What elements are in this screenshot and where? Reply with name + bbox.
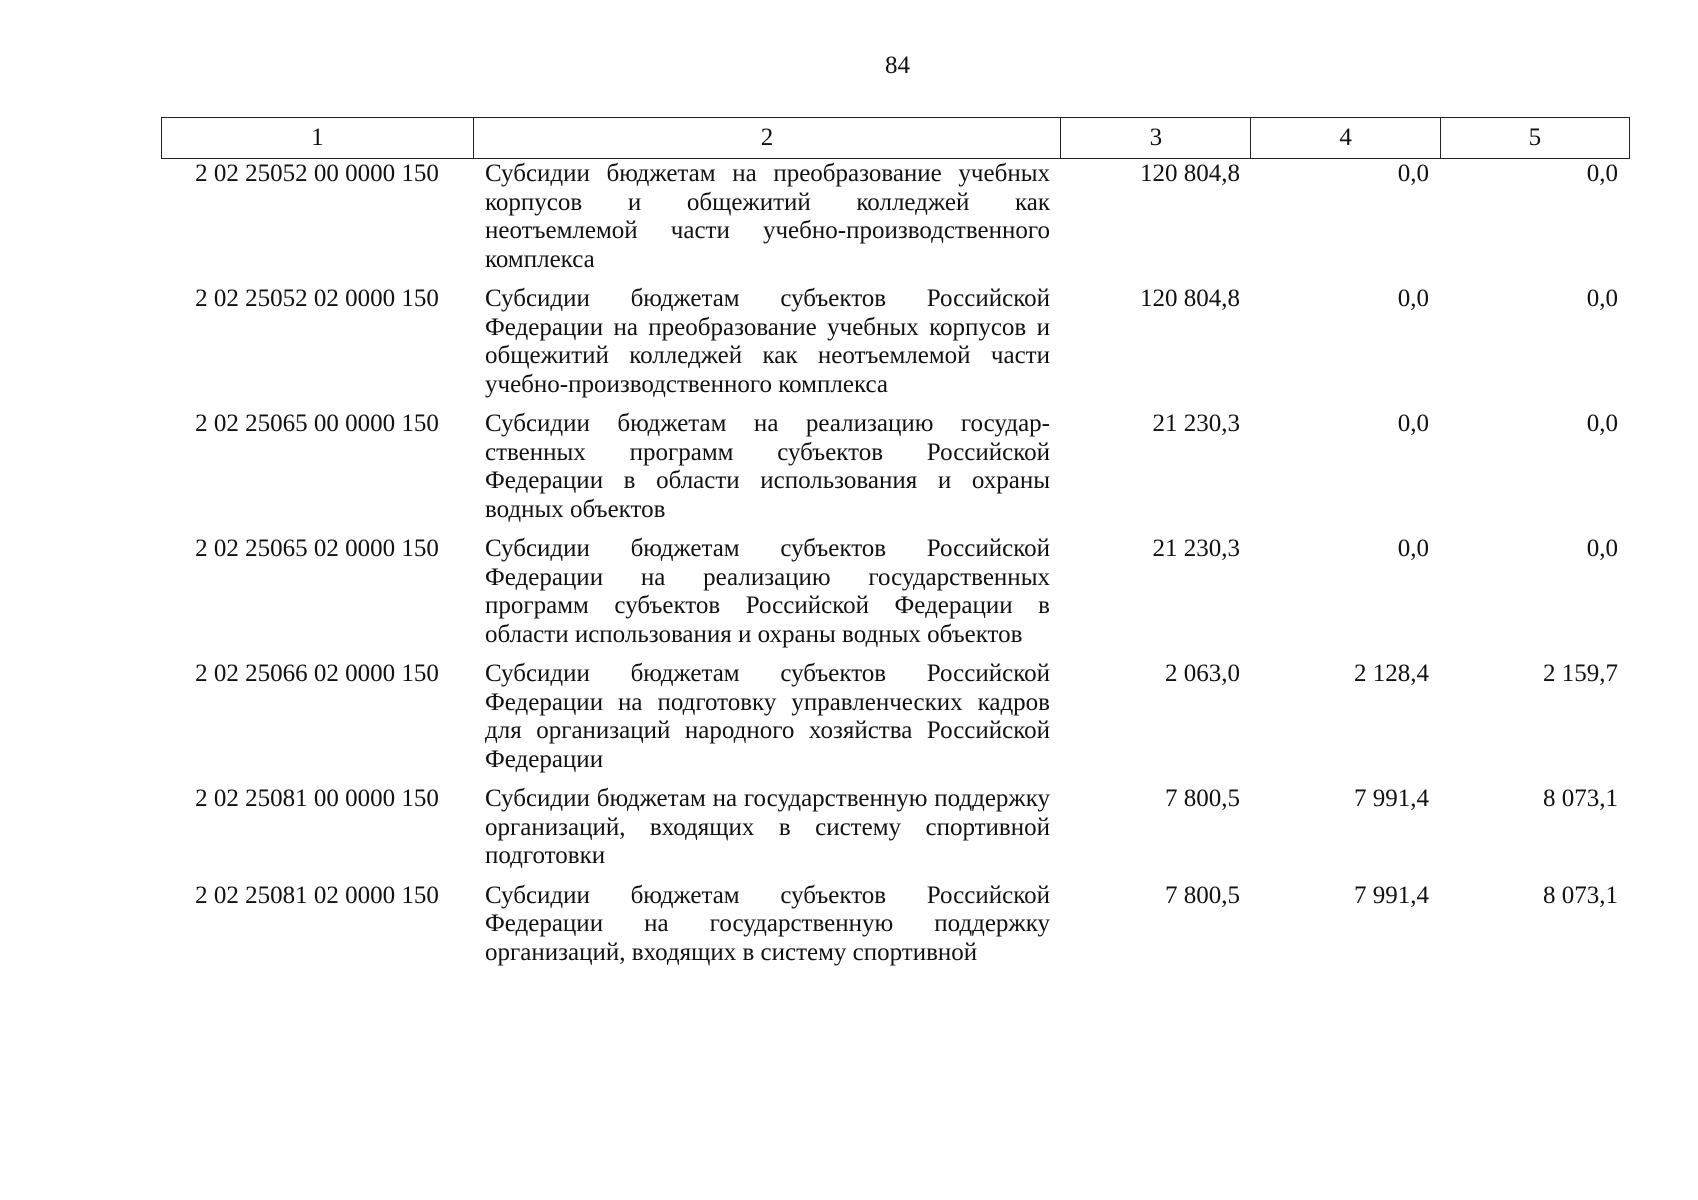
- header-col-4: 4: [1251, 118, 1440, 159]
- budget-code: 2 02 25065 00 0000 150: [195, 410, 439, 437]
- value-col-3: 120 804,8: [1140, 160, 1240, 187]
- value-col-3: 120 804,8: [1140, 285, 1240, 312]
- value-col-5: 0,0: [1586, 285, 1618, 312]
- value-col-4: 0,0: [1397, 410, 1429, 437]
- row-description: Субсидии бюджетам субъектов Российской Федерации на преобразование учебных корпусов и общежитий колледжей как неотъемлемой части учебно-производственного комплекса: [485, 285, 1050, 398]
- table-header: [161, 117, 1630, 159]
- value-col-5: 2 159,7: [1543, 660, 1618, 687]
- header-row: [162, 118, 1630, 159]
- value-col-4: 7 991,4: [1354, 881, 1429, 909]
- table-row: [161, 660, 1630, 785]
- value-col-5: 0,0: [1586, 535, 1618, 562]
- value-col-5: 0,0: [1586, 410, 1618, 437]
- value-col-4: 7 991,4: [1354, 785, 1429, 812]
- table-row: [161, 160, 1630, 285]
- value-col-3: 7 800,5: [1165, 881, 1240, 909]
- value-col-3: 7 800,5: [1165, 785, 1240, 812]
- page-number: 84: [885, 52, 910, 79]
- value-col-5: 0,0: [1586, 160, 1618, 187]
- budget-code: 2 02 25052 00 0000 150: [195, 160, 439, 187]
- row-description: Субсидии бюджетам на преобразование учебных корпусов и общежитий колледжей как неотъемлемой части учебно-производственного комплекса: [485, 160, 1050, 273]
- value-col-3: 21 230,3: [1152, 535, 1240, 562]
- table-row: [161, 882, 1630, 968]
- value-col-4: 2 128,4: [1354, 660, 1429, 687]
- value-col-4: 0,0: [1397, 535, 1429, 562]
- table-row: [161, 535, 1630, 660]
- table-row: [161, 410, 1630, 535]
- value-col-4: 0,0: [1397, 160, 1429, 187]
- value-col-4: 0,0: [1397, 285, 1429, 312]
- budget-table: [161, 160, 1630, 967]
- value-col-3: 2 063,0: [1165, 660, 1240, 687]
- header-col-2: 2: [473, 118, 1061, 159]
- table-row: [161, 285, 1630, 410]
- header-col-3: 3: [1061, 118, 1251, 159]
- value-col-5: 8 073,1: [1543, 881, 1618, 909]
- value-col-3: 21 230,3: [1152, 410, 1240, 437]
- budget-code: 2 02 25081 02 0000 150: [195, 881, 439, 909]
- value-col-5: 8 073,1: [1543, 785, 1618, 812]
- header-col-5: 5: [1440, 118, 1629, 159]
- header-col-1: 1: [162, 118, 474, 159]
- budget-code: 2 02 25052 02 0000 150: [195, 285, 439, 312]
- row-description: Субсидии бюджетам на государственную поддержку организаций, входящих в систему спортивной подготовки: [485, 785, 1050, 869]
- row-description: Субсидии бюджетам субъектов Российской Федерации на государственную поддержку организаций, входящих в систему спортивной: [485, 881, 1050, 966]
- row-description: Субсидии бюджетам на реализацию государственных программ субъектов Российской Федерации в области использования и охраны водных объектов: [485, 410, 1050, 523]
- budget-code: 2 02 25066 02 0000 150: [195, 660, 439, 687]
- table-row: [161, 785, 1630, 882]
- row-description: Субсидии бюджетам субъектов Российской Федерации на реализацию государственных программ субъектов Российской Федерации в области использования и охраны водных объектов: [485, 535, 1050, 648]
- budget-code: 2 02 25065 02 0000 150: [195, 535, 439, 562]
- budget-code: 2 02 25081 00 0000 150: [195, 785, 439, 812]
- row-description: Субсидии бюджетам субъектов Российской Федерации на подготовку управленческих кадров для организаций народного хозяйства Российской Федерации: [485, 660, 1050, 773]
